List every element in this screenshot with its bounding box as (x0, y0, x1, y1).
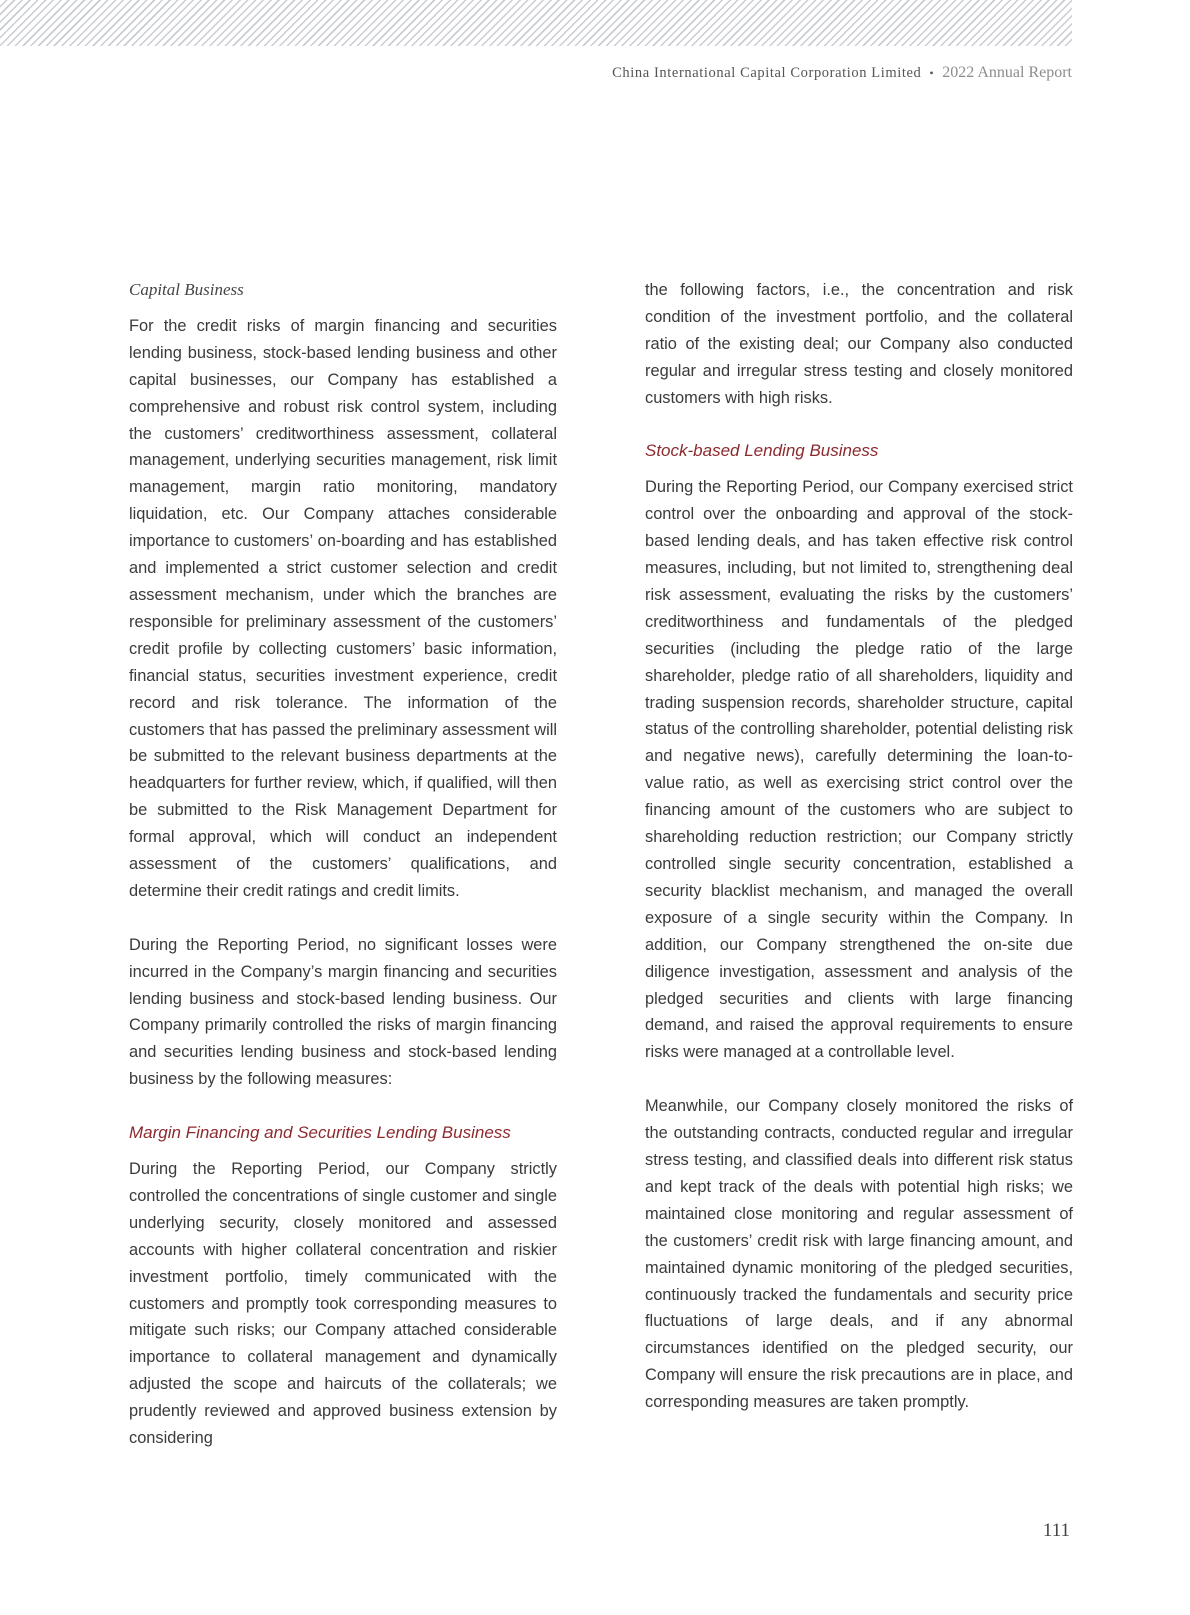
section-heading-capital-business: Capital Business (129, 280, 244, 299)
left-column (129, 277, 557, 1479)
subheading-margin-financing: Margin Financing and Securities Lending Business (129, 1123, 511, 1143)
page-number: 111 (1042, 1520, 1070, 1541)
header-hatch-band (0, 0, 1072, 46)
company-name: China International Capital Corporation Limited (612, 65, 922, 81)
running-header (612, 64, 1072, 82)
subheading-stock-based-lending: Stock-based Lending Business (645, 441, 879, 461)
paragraph-margin-financing-controls: During the Reporting Period, our Company strictly controlled the concentrations of single customer and single underlying security, closely monitored and assessed accounts with higher collateral concentration and riskier investment portfolio, timely communicated with the customers and promptly took corresponding measures to mitigate such risks; our Company attached considerable importance to collateral management and dynamically adjusted the scope and haircuts of the collaterals; we prudently reviewed and approved business extension by considering (129, 1159, 557, 1448)
right-column (645, 277, 1073, 1443)
bullet-separator: • (929, 66, 935, 80)
paragraph-stock-based-lending-controls: During the Reporting Period, our Company exercised strict control over the onboarding and approval of the stock-based lending deals, and has taken effective risk control measures, including, but not limited to, strengthening deal risk assessment, evaluating the risks by the customers’ creditworthiness and fundamentals of the pledged securities (including the pledge ratio of the large shareholder, pledge ratio of all shareholders, liquidity and trading suspension records, shareholder structure, capital status of the controlling shareholder, potential delisting risk and negative news), carefully determining the loan-to-value ratio, as well as exercising strict control over the financing amount of the customers who are subject to shareholding reduction restriction; our Company strictly controlled single security concentration, established a security blacklist mechanism, and managed the overall exposure of a single security within the Company. In addition, our Company strengthened the on-site due diligence investigation, assessment and analysis of the pledged securities and clients with large financing demand, and raised the approval requirements to ensure risks were managed at a controllable level. (645, 478, 1073, 1062)
paragraph-reporting-period-losses: During the Reporting Period, no significant losses were incurred in the Company’s margin financing and securities lending business and stock-based lending business. Our Company primarily controlled the risks of margin financing and securities lending business and stock-based lending business by the following measures: (129, 935, 557, 1089)
paragraph-credit-risk-system: For the credit risks of margin financing and securities lending business, stock-based lending business and other capital businesses, our Company has established a comprehensive and robust risk control system, including the customers’ creditworthiness assessment, collateral management, underlying securities management, risk limit management, margin ratio monitoring, mandatory liquidation, etc. Our Company attaches considerable importance to customers’ on-boarding and has established and implemented a strict customer selection and credit assessment mechanism, under which the branches are responsible for preliminary assessment of the customers’ credit profile by collecting customers’ basic information, financial status, securities investment experience, credit record and risk tolerance. The information of the customers that has passed the preliminary assessment will be submitted to the relevant business departments at the headquarters for further review, which, if qualified, will then be submitted to the Risk Management Department for formal approval, which will conduct an independent assessment of the customers’ qualifications, and determine their credit ratings and credit limits. (129, 316, 557, 900)
report-title: 2022 Annual Report (942, 64, 1072, 81)
paragraph-continued-factors: the following factors, i.e., the concentration and risk condition of the investment portfolio, and the collateral ratio of the existing deal; our Company also conducted regular and irregular stress testing and closely monitored customers with high risks. (645, 281, 1073, 407)
paragraph-ongoing-monitoring: Meanwhile, our Company closely monitored the risks of the outstanding contracts, conducted regular and irregular stress testing, and classified deals into different risk status and kept track of the deals with potential high risks; we maintained close monitoring and regular assessment of the customers’ credit risk with large financing amount, and maintained dynamic monitoring of the pledged securities, continuously tracked the fundamentals and security price fluctuations of large deals, and if any abnormal circumstances identified on the pledged security, our Company will ensure the risk precautions are in place, and corresponding measures are taken promptly. (645, 1097, 1073, 1412)
